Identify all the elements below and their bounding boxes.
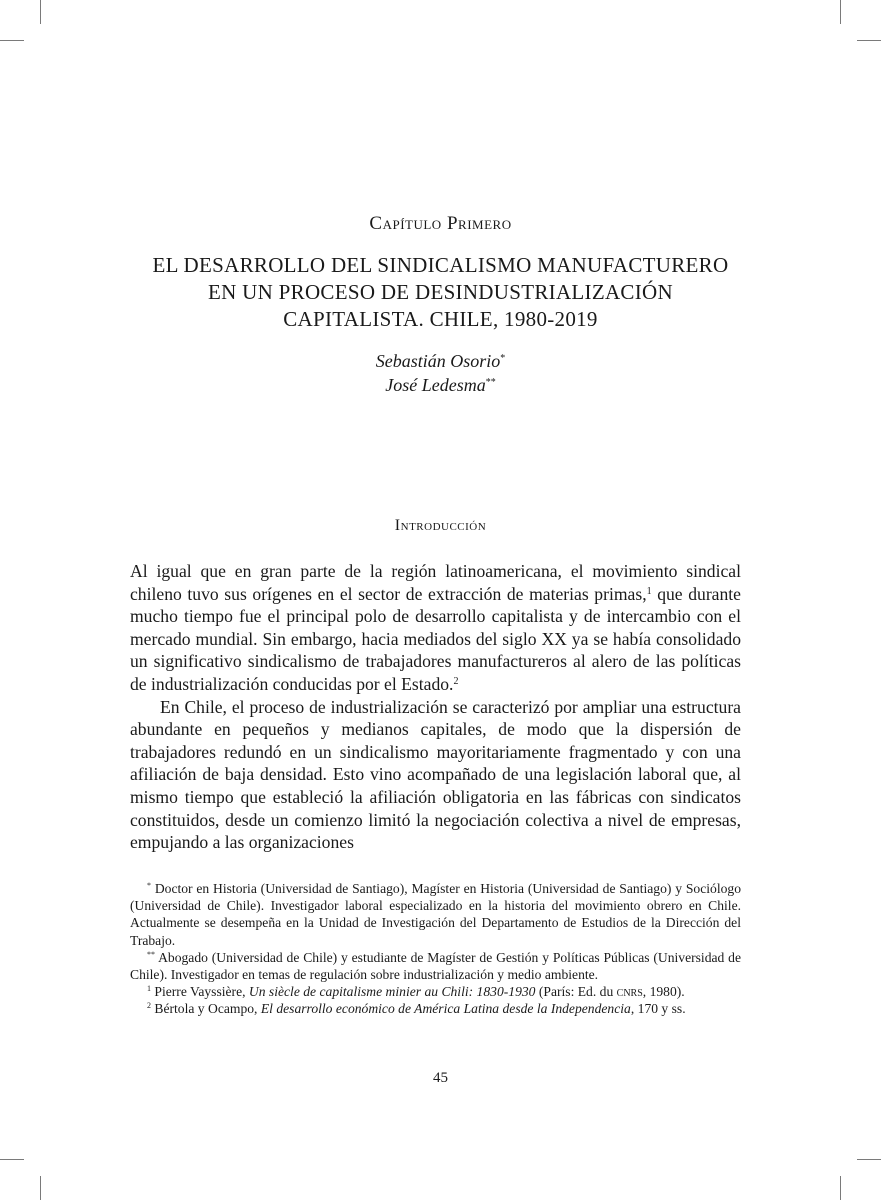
author	[0, 372, 881, 396]
crop-mark	[840, 0, 841, 24]
footnote-author: Pierre Vayssière,	[151, 984, 249, 1000]
footnote-reference[interactable]: 2	[453, 675, 459, 687]
body-text	[130, 560, 741, 854]
chapter-title-line: EL DESARROLLO DEL SINDICALISMO MANUFACTURERO	[152, 253, 729, 277]
chapter-title-line: CAPITALISTA. CHILE, 1980-2019	[283, 307, 598, 331]
crop-mark	[0, 40, 24, 41]
paragraph	[130, 560, 741, 696]
paragraph-text: Al igual que en gran parte de la región latinoamericana, el movimiento sindical chileno tuvo sus orígenes en el sector de extracción de materias primas,	[130, 561, 741, 604]
paragraph-text: que durante mucho tiempo fue el principal polo de desarrollo capitalista y de intercambio con el mercado mundial. Sin embargo, hacia mediados del siglo XX ya se había consolidado un significativo sindicalismo de trabajadores manufactureros al alero de las políticas de industrialización conducidas por el Estado.	[130, 583, 741, 694]
crop-mark	[857, 40, 881, 41]
footnote	[130, 949, 741, 983]
footnote	[130, 983, 741, 1000]
footnote-mark: *	[147, 881, 151, 890]
footnote-mark: 2	[147, 1001, 151, 1011]
crop-mark	[0, 1159, 24, 1160]
footnote-text: , 1980).	[642, 984, 685, 1000]
author	[0, 348, 881, 372]
author-footnote-mark[interactable]: *	[500, 353, 506, 364]
footnote-reference[interactable]: 1	[646, 585, 652, 597]
chapter-title	[100, 252, 781, 333]
footnote	[130, 880, 741, 949]
author-name: Sebastián Osorio	[375, 351, 501, 371]
footnote-text: (París: Ed. du	[535, 984, 617, 1000]
crop-mark	[840, 1176, 841, 1200]
crop-mark	[40, 0, 41, 24]
author-footnote-mark[interactable]: **	[485, 377, 496, 388]
chapter-title-line: EN UN PROCESO DE DESINDUSTRIALIZACIÓN	[208, 280, 673, 304]
footnote-mark: **	[147, 949, 155, 959]
page-number: 45	[433, 1070, 448, 1086]
crop-mark	[40, 1176, 41, 1200]
section-heading: Introducción	[394, 517, 487, 534]
footnote	[130, 1000, 741, 1017]
chapter-label: Capítulo Primero	[369, 213, 512, 234]
footnote-text: , 170 y ss.	[630, 1001, 686, 1017]
footnote-mark: 1	[147, 984, 151, 994]
footnote-text: Doctor en Historia (Universidad de Santiago), Magíster en Historia (Universidad de Santiago) y Sociólogo (Universidad de Chile). Investigador laboral especializado en la historia del movimiento obrero en Chile. Actualmente se desempeña en la Unidad de Investigación del Departamento de Estudios de la Dirección del Trabajo.	[130, 881, 741, 948]
footnotes	[130, 880, 741, 1018]
footnote-publisher: cnrs	[616, 984, 643, 1000]
author-list	[0, 348, 881, 396]
footnote-work-title: El desarrollo económico de América Latina desde la Independencia	[260, 1001, 631, 1017]
author-name: José Ledesma	[385, 375, 486, 395]
footnote-text: Abogado (Universidad de Chile) y estudiante de Magíster de Gestión y Políticas Públicas (Universidad de Chile). Investigador en temas de regulación sobre industrialización y medio ambiente.	[130, 949, 741, 983]
crop-mark	[857, 1159, 881, 1160]
paragraph: En Chile, el proceso de industrialización se caracterizó por ampliar una estructura abundante en pequeños y medianos capitales, de modo que la dispersión de trabajadores redundó en un sindicalismo mayoritariamente fragmentado y con una afiliación de baja densidad. Esto vino acompañado de una legislación laboral que, al mismo tiempo que estableció la afiliación obligatoria en las fábricas con sindicatos constituidos, desde un comienzo limitó la negociación colectiva a nivel de empresas, empujando a las organizaciones	[130, 696, 741, 853]
footnote-work-title: Un siècle de capitalisme minier au Chili: 1830-1930	[248, 984, 536, 1000]
footnote-author: Bértola y Ocampo,	[151, 1001, 261, 1017]
